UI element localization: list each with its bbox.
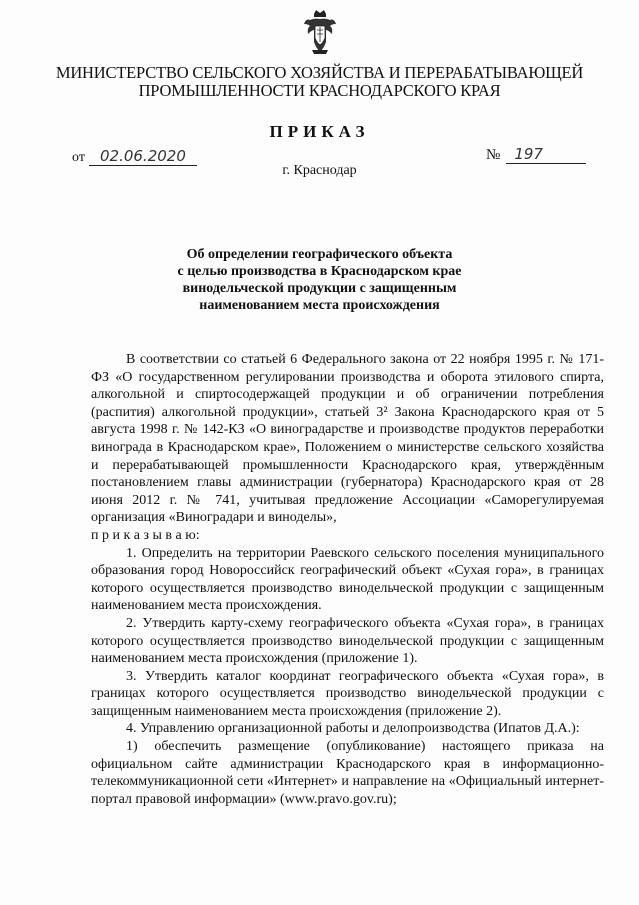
item-1-paragraph: 1. Определить на территории Раевского сельского поселения муниципального образования город Новороссийск географический объект «Сухая гора», в границах которого осуществляется производство винодельческой продукции с защищенным наименованием места происхождения. <box>91 545 604 614</box>
item-4-paragraph: 4. Управлению организационной работы и делопроизводства (Ипатов Д.А.): <box>126 721 580 737</box>
city: г. Краснодар <box>282 163 357 178</box>
order-number: 197 <box>506 146 586 164</box>
date-prefix: от <box>72 150 85 165</box>
subject-line-2: с целью производства в Краснодарском крае <box>177 264 462 279</box>
item-4-1-paragraph: 1) обеспечить размещение (опубликование) настоящего приказа на официальном сайте администрации Краснодарского края в информационно-телекоммуникационной сети «Интернет» и направление на «Официальный интернет-портал правовой информации» (www.pravo.gov.ru); <box>91 739 604 807</box>
number-prefix: № <box>486 147 501 163</box>
order-number-row <box>486 146 586 164</box>
subject-line-3: винодельческой продукции с защищенным <box>182 281 457 296</box>
item-2-paragraph: 2. Утвердить карту-схему географического объекта «Сухая гора», в границах которого осуществляется производство винодельческой продукции с защищенным наименованием места происхождения (приложение 1). <box>91 615 604 667</box>
order-body <box>91 351 604 808</box>
ministry-name <box>40 64 599 100</box>
ministry-line-2: ПРОМЫШЛЕННОСТИ КРАСНОДАРСКОГО КРАЯ <box>138 81 501 100</box>
ministry-line-1: МИНИСТЕРСТВО СЕЛЬСКОГО ХОЗЯЙСТВА И ПЕРЕРАБАТЫВАЮЩЕЙ <box>55 63 584 82</box>
order-date: 02.06.2020 <box>89 148 197 166</box>
order-subject <box>130 246 509 314</box>
item-3-paragraph: 3. Утвердить каталог координат географического объекта «Сухая гора», в границах которого осуществляется производство винодельческой продукции с защищенным наименованием места происхождения (приложение 2). <box>91 668 604 719</box>
subject-line-1: Об определении географического объекта <box>186 247 453 262</box>
order-word: п р и к а з ы в а ю: <box>91 527 200 543</box>
order-title: ПРИКАЗ <box>269 122 370 141</box>
coat-of-arms-icon <box>302 8 338 56</box>
preamble-paragraph: В соответствии со статьей 6 Федерального закона от 22 ноября 1995 г. № 171-ФЗ «О государственном регулировании производства и оборота этилового спирта, алкогольной и спиртосодержащей продукции и об ограничении потребления (распития) алкогольной продукции», статьей 3² Закона Краснодарского края от 5 августа 1998 г. № 142-КЗ «О виноградарстве и производстве продуктов переработки винограда в Краснодарском крае», Положением о министерстве сельского хозяйства и перерабатывающей промышленности Краснодарского края, утверждённым постановлением главы администрации (губернатора) Краснодарского края от 28 июня 2012 г. № 741, учитывая предложение Ассоциации «Саморегулируемая организация «Виноградари и виноделы», <box>91 352 604 526</box>
subject-line-4: наименованием места происхождения <box>199 298 440 313</box>
